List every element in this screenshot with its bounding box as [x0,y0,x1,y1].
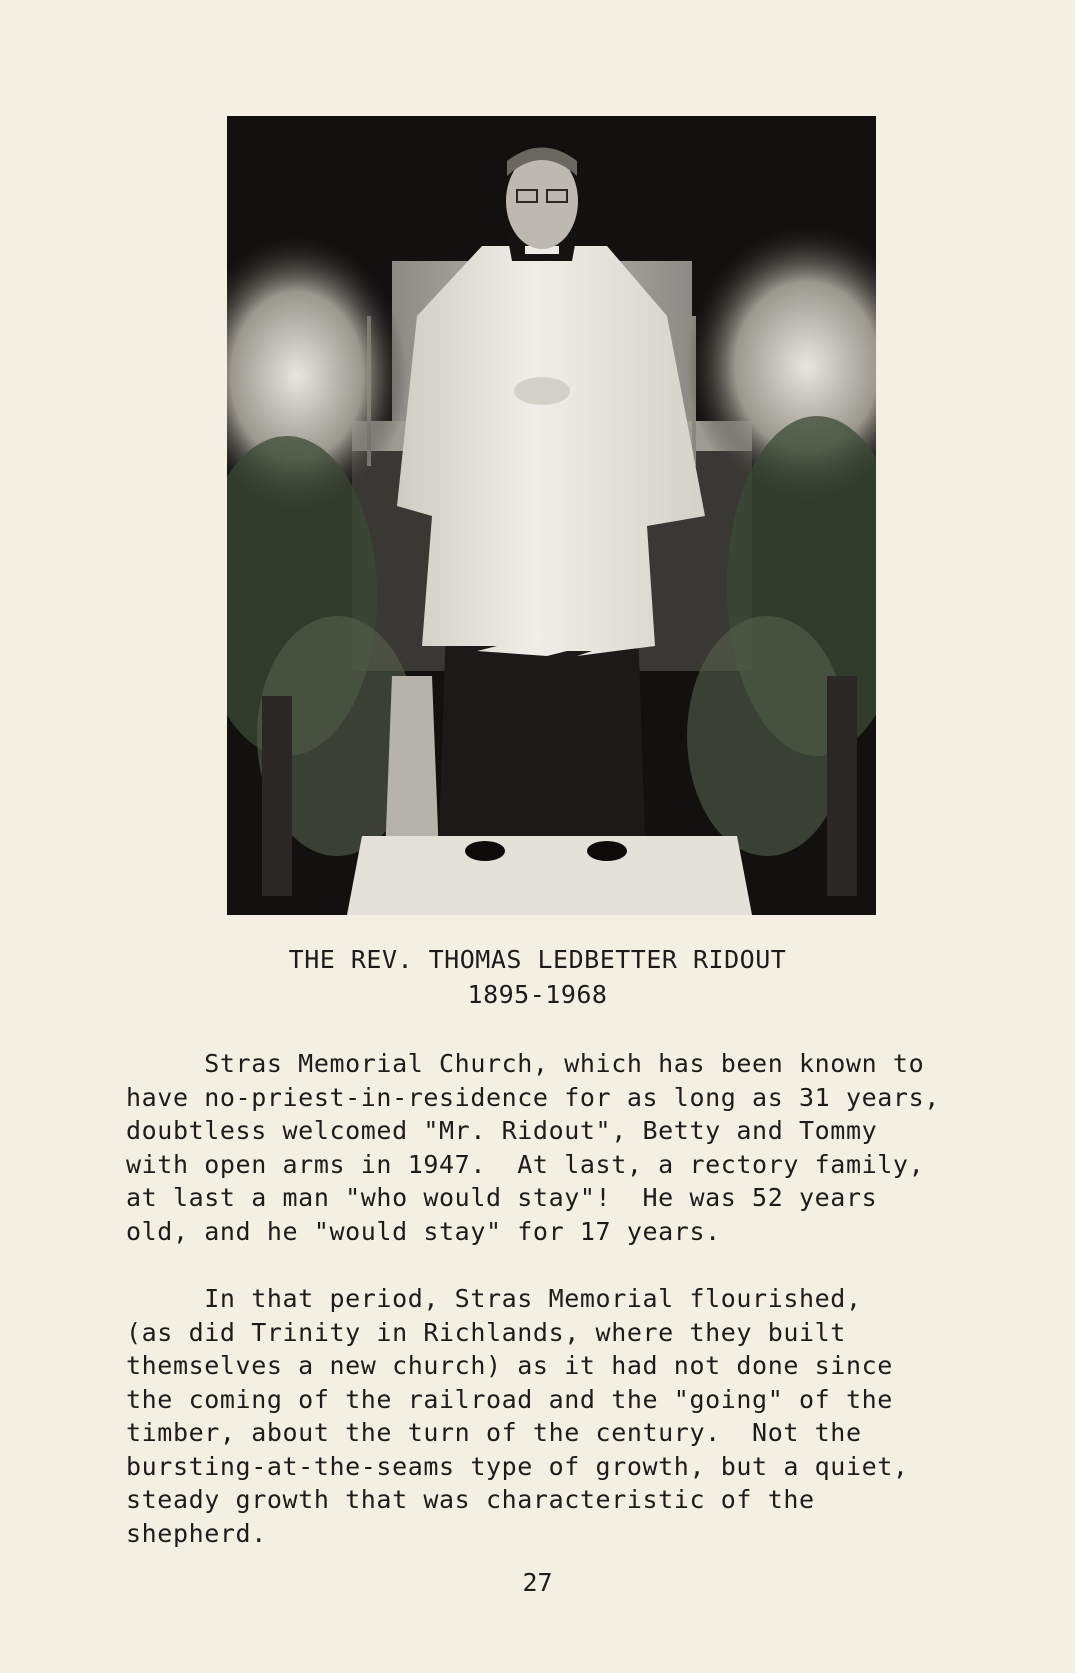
text-line: old, and he "would stay" for 17 years. [126,1216,721,1246]
photo-caption-dates: 1895-1968 [467,980,608,1009]
text-line: timber, about the turn of the century. Not the [126,1418,862,1447]
text-line: In that period, Stras Memorial flourished, [126,1284,862,1313]
priest-at-altar-image [227,116,876,915]
page-number: 27 [522,1568,553,1597]
portrait-photo [227,116,876,915]
paragraph-2 [126,1282,1006,1550]
text-line: themselves a new church) as it had not done since [126,1351,893,1380]
text-line: shepherd. [126,1518,267,1548]
paragraph-1 [126,1047,1006,1248]
text-line: bursting-at-the-seams type of growth, but a quiet, [126,1451,909,1481]
text-line: with open arms in 1947. At last, a rectory family, [126,1149,925,1179]
text-line: Stras Memorial Church, which has been known to [126,1049,925,1078]
photo-caption-name: THE REV. THOMAS LEDBETTER RIDOUT [288,945,787,974]
text-line: steady growth that was characteristic of the [126,1485,815,1514]
text-line: doubtless welcomed "Mr. Ridout", Betty and Tommy [126,1116,878,1145]
text-line: the coming of the railroad and the "going" of the [126,1384,893,1414]
text-line: (as did Trinity in Richlands, where they built [126,1317,846,1347]
text-line: have no-priest-in-residence for as long as 31 years, [126,1082,940,1112]
text-line: at last a man "who would stay"! He was 52 years [126,1183,878,1212]
